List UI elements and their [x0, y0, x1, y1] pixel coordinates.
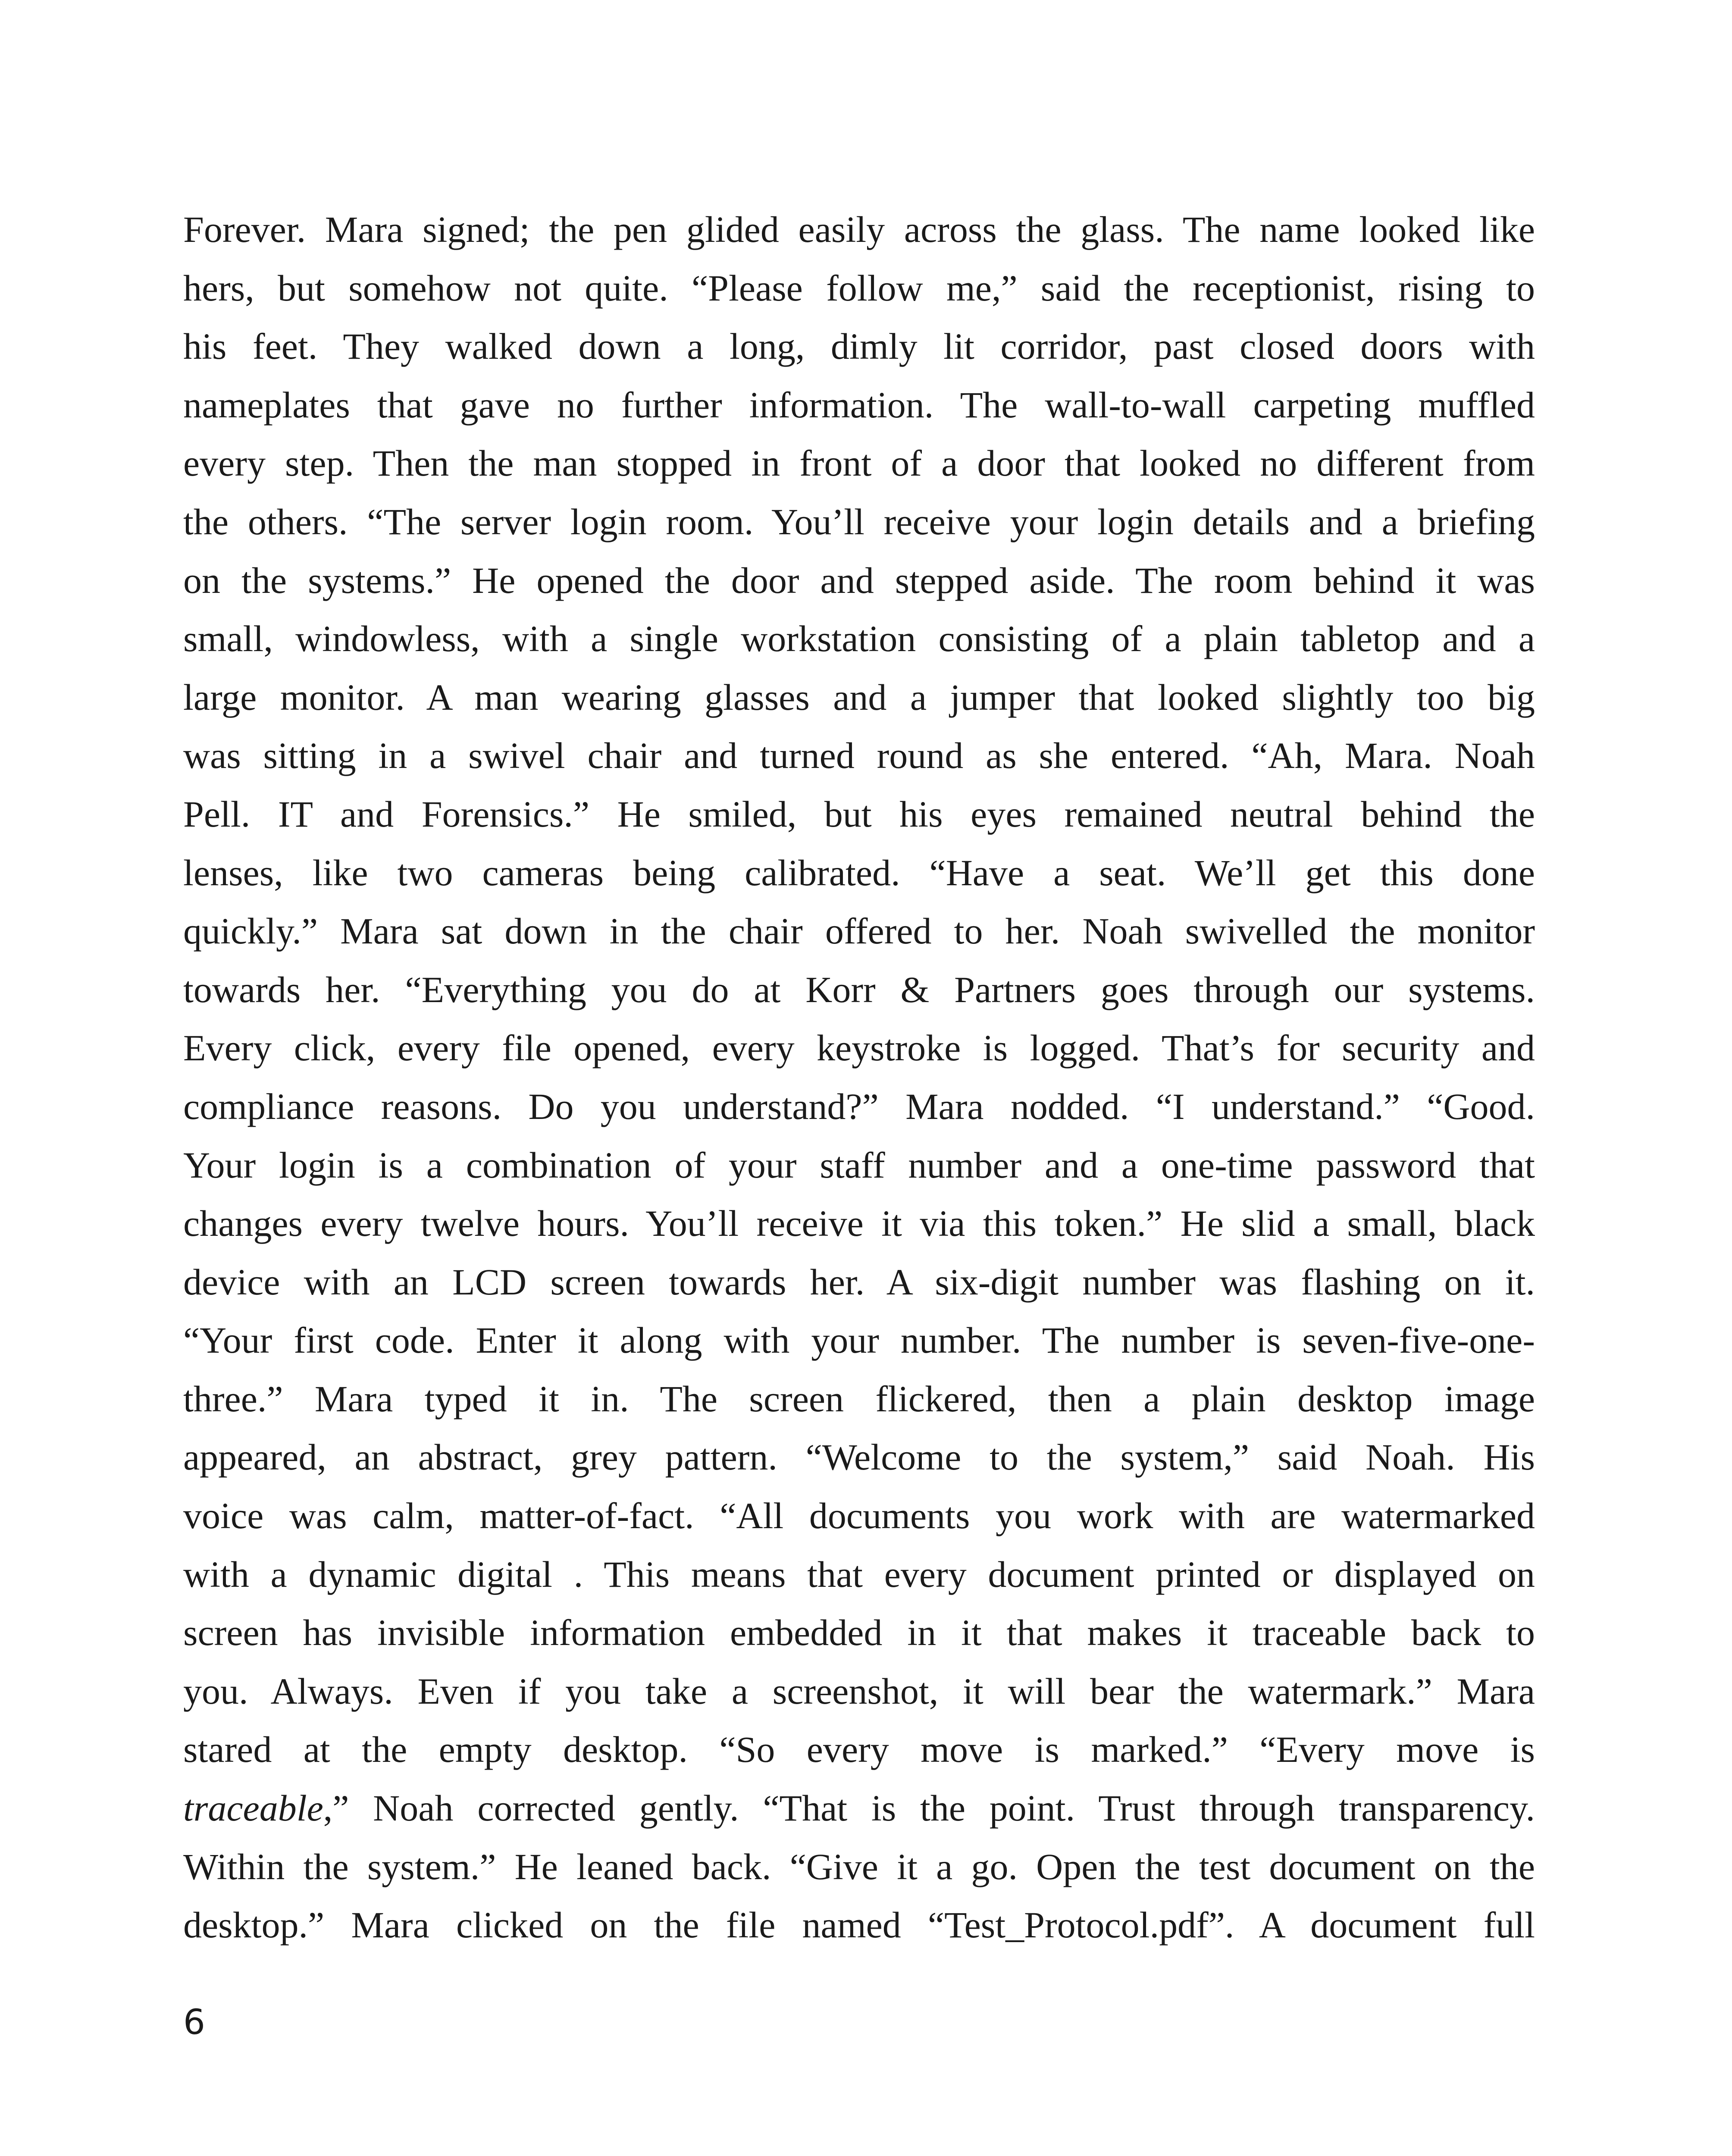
text-line: voice was calm, matter-of-fact. “All documents you work with are watermarked	[183, 1495, 1535, 1537]
text-line: stared at the empty desktop. “So every move is marked.” “Every move is	[183, 1729, 1535, 1771]
text-line: screen has invisible information embedded in it that makes it traceable back to	[183, 1612, 1535, 1654]
text-line: small, windowless, with a single workstation consisting of a plain tabletop and a	[183, 618, 1535, 660]
body-text	[183, 201, 1535, 1955]
text-line: Within the system.” He leaned back. “Give it a go. Open the test document on the	[183, 1846, 1535, 1887]
text-line: nameplates that gave no further information. The wall-to-wall carpeting muffled	[183, 384, 1535, 426]
text-line: Every click, every file opened, every keystroke is logged. That’s for security and	[183, 1027, 1535, 1069]
text-line: three.” Mara typed it in. The screen flickered, then a plain desktop image	[183, 1378, 1535, 1420]
text-line: you. Always. Even if you take a screenshot, it will bear the watermark.” Mara	[183, 1670, 1535, 1712]
text-line: lenses, like two cameras being calibrated. “Have a seat. We’ll get this done	[183, 852, 1535, 893]
text-line: Your login is a combination of your staff number and a one-time password that	[183, 1144, 1535, 1186]
text-line: compliance reasons. Do you understand?” Mara nodded. “I understand.” “Good.	[183, 1085, 1535, 1127]
text-line: desktop.” Mara clicked on the file named “Test_Protocol.pdf”. A document full	[183, 1904, 1535, 1946]
text-line: with a dynamic digital . This means that every document printed or displayed on	[183, 1553, 1535, 1595]
text-line: the others. “The server login room. You’ll receive your login details and a briefing	[183, 501, 1535, 542]
text-line: appeared, an abstract, grey pattern. “Welcome to the system,” said Noah. His	[183, 1436, 1535, 1478]
text-line: towards her. “Everything you do at Korr & Partners goes through our systems.	[183, 968, 1535, 1010]
text-line: was sitting in a swivel chair and turned round as she entered. “Ah, Mara. Noah	[183, 735, 1535, 777]
text-line: on the systems.” He opened the door and stepped aside. The room behind it was	[183, 559, 1535, 601]
text-line: Forever. Mara signed; the pen glided easily across the glass. The name looked like	[183, 209, 1535, 250]
text-line: large monitor. A man wearing glasses and a jumper that looked slightly too big	[183, 676, 1535, 718]
text-line-with-italic	[183, 1779, 1535, 1838]
text-line: his feet. They walked down a long, dimly lit corridor, past closed doors with	[183, 326, 1535, 367]
page-number: 6	[183, 2002, 205, 2042]
text-line: every step. Then the man stopped in front of a door that looked no different from	[183, 442, 1535, 484]
text-line: device with an LCD screen towards her. A six-digit number was flashing on it.	[183, 1261, 1535, 1303]
text-line: Pell. IT and Forensics.” He smiled, but his eyes remained neutral behind the	[183, 793, 1535, 835]
text-fragment: ,” Noah corrected gently. “That is the point. Trust through transparency.	[323, 1787, 1535, 1829]
text-line: quickly.” Mara sat down in the chair offered to her. Noah swivelled the monitor	[183, 910, 1535, 952]
text-line: “Your first code. Enter it along with your number. The number is seven-five-one-	[183, 1319, 1535, 1361]
text-line: hers, but somehow not quite. “Please follow me,” said the receptionist, rising to	[183, 267, 1535, 309]
text-line: changes every twelve hours. You’ll receive it via this token.” He slid a small, black	[183, 1203, 1535, 1244]
italic-word: traceable	[183, 1787, 323, 1829]
